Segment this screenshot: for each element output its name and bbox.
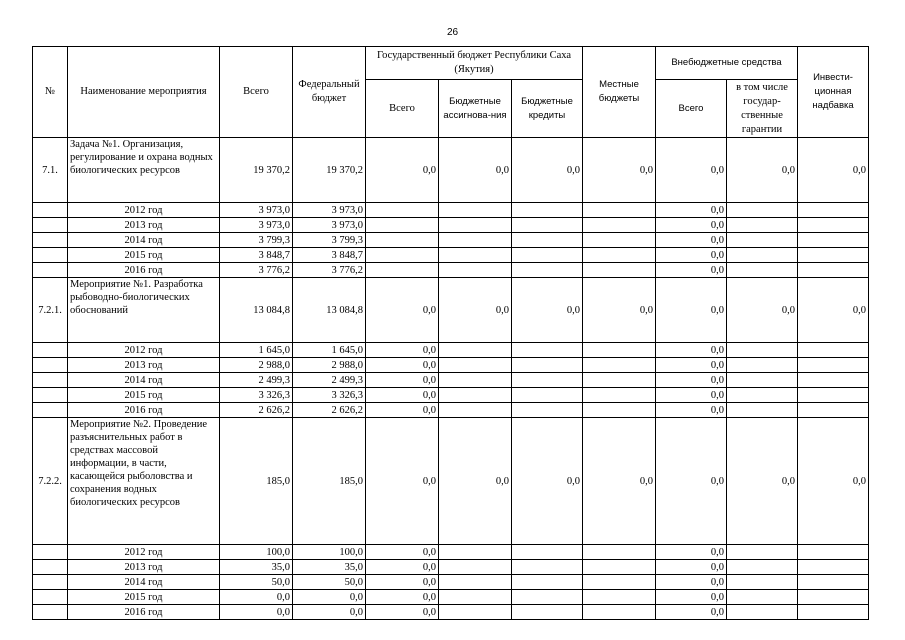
year-extra-total: 0,0	[656, 560, 727, 575]
cell-local: 0,0	[583, 418, 656, 545]
year-invest	[798, 233, 869, 248]
header-state-budget-group: Государственный бюджет Республики Саха (Якутия)	[366, 47, 583, 80]
year-row	[33, 203, 869, 218]
year-row	[33, 263, 869, 278]
year-invest	[798, 248, 869, 263]
year-label: 2012 год	[68, 203, 220, 218]
year-row-number	[33, 233, 68, 248]
row-number: 7.1.	[33, 138, 68, 203]
cell-federal: 185,0	[293, 418, 366, 545]
cell-extra-total: 0,0	[656, 278, 727, 343]
year-state-credit	[512, 373, 583, 388]
year-local	[583, 605, 656, 620]
cell-extra-guarantee: 0,0	[727, 138, 798, 203]
year-extra-total: 0,0	[656, 575, 727, 590]
cell-extra-total: 0,0	[656, 138, 727, 203]
year-label: 2015 год	[68, 388, 220, 403]
budget-table	[32, 46, 869, 620]
year-label: 2015 год	[68, 248, 220, 263]
year-total: 50,0	[220, 575, 293, 590]
year-state-total	[366, 233, 439, 248]
year-federal: 3 973,0	[293, 218, 366, 233]
year-row	[33, 233, 869, 248]
year-row	[33, 590, 869, 605]
year-state-credit	[512, 218, 583, 233]
year-state-total: 0,0	[366, 343, 439, 358]
year-extra-total: 0,0	[656, 233, 727, 248]
year-state-total: 0,0	[366, 560, 439, 575]
year-total: 0,0	[220, 605, 293, 620]
year-local	[583, 203, 656, 218]
header-extra-guarantee: в том числе государ-ственные гарантии	[727, 80, 798, 138]
year-row-number	[33, 218, 68, 233]
year-extra-total: 0,0	[656, 203, 727, 218]
year-row	[33, 248, 869, 263]
year-extra-guarantee	[727, 560, 798, 575]
year-state-total: 0,0	[366, 403, 439, 418]
year-local	[583, 560, 656, 575]
year-extra-total: 0,0	[656, 403, 727, 418]
year-state-assign	[439, 263, 512, 278]
row-name: Мероприятие №2. Проведение разъяснительных работ в средствах массовой информации, в части, касающейся рыболовства и сохранения водных биологических ресурсов	[68, 418, 220, 545]
year-federal: 3 848,7	[293, 248, 366, 263]
cell-federal: 13 084,8	[293, 278, 366, 343]
year-state-total	[366, 218, 439, 233]
year-extra-guarantee	[727, 590, 798, 605]
year-local	[583, 343, 656, 358]
year-extra-total: 0,0	[656, 263, 727, 278]
year-federal: 3 799,3	[293, 233, 366, 248]
year-state-assign	[439, 388, 512, 403]
row-name: Мероприятие №1. Разработка рыбоводно-биологических обоснований	[68, 278, 220, 343]
year-extra-guarantee	[727, 545, 798, 560]
year-state-credit	[512, 263, 583, 278]
year-invest	[798, 373, 869, 388]
year-federal: 2 499,3	[293, 373, 366, 388]
cell-total: 19 370,2	[220, 138, 293, 203]
year-state-total: 0,0	[366, 358, 439, 373]
header-federal: Федеральный бюджет	[293, 47, 366, 138]
year-extra-total: 0,0	[656, 605, 727, 620]
year-row-number	[33, 545, 68, 560]
year-extra-guarantee	[727, 233, 798, 248]
year-state-total: 0,0	[366, 388, 439, 403]
year-total: 2 499,3	[220, 373, 293, 388]
year-row-number	[33, 263, 68, 278]
section-row	[33, 138, 869, 203]
year-federal: 0,0	[293, 605, 366, 620]
year-local	[583, 373, 656, 388]
header-extra-total: Всего	[656, 80, 727, 138]
year-federal: 100,0	[293, 545, 366, 560]
header-total: Всего	[220, 47, 293, 138]
year-state-credit	[512, 358, 583, 373]
year-total: 35,0	[220, 560, 293, 575]
year-invest	[798, 575, 869, 590]
year-total: 2 626,2	[220, 403, 293, 418]
year-row	[33, 373, 869, 388]
year-state-credit	[512, 248, 583, 263]
year-local	[583, 263, 656, 278]
year-extra-guarantee	[727, 388, 798, 403]
cell-state-assign: 0,0	[439, 418, 512, 545]
year-label: 2016 год	[68, 403, 220, 418]
cell-total: 13 084,8	[220, 278, 293, 343]
cell-extra-total: 0,0	[656, 418, 727, 545]
cell-extra-guarantee: 0,0	[727, 278, 798, 343]
cell-extra-guarantee: 0,0	[727, 418, 798, 545]
year-invest	[798, 590, 869, 605]
year-federal: 50,0	[293, 575, 366, 590]
year-row	[33, 358, 869, 373]
year-total: 1 645,0	[220, 343, 293, 358]
cell-state-credit: 0,0	[512, 278, 583, 343]
year-label: 2016 год	[68, 605, 220, 620]
year-local	[583, 388, 656, 403]
year-extra-total: 0,0	[656, 373, 727, 388]
year-invest	[798, 343, 869, 358]
header-state-total: Всего	[366, 80, 439, 138]
year-total: 3 848,7	[220, 248, 293, 263]
year-federal: 1 645,0	[293, 343, 366, 358]
year-total: 3 973,0	[220, 203, 293, 218]
cell-state-assign: 0,0	[439, 278, 512, 343]
year-state-credit	[512, 203, 583, 218]
year-federal: 2 988,0	[293, 358, 366, 373]
year-invest	[798, 358, 869, 373]
year-extra-total: 0,0	[656, 545, 727, 560]
year-state-total: 0,0	[366, 373, 439, 388]
cell-invest: 0,0	[798, 278, 869, 343]
year-invest	[798, 403, 869, 418]
year-state-assign	[439, 605, 512, 620]
year-total: 3 326,3	[220, 388, 293, 403]
year-row	[33, 218, 869, 233]
year-extra-guarantee	[727, 403, 798, 418]
year-state-credit	[512, 545, 583, 560]
header-num: №	[33, 47, 68, 138]
cell-state-credit: 0,0	[512, 138, 583, 203]
cell-federal: 19 370,2	[293, 138, 366, 203]
cell-total: 185,0	[220, 418, 293, 545]
year-label: 2014 год	[68, 233, 220, 248]
year-extra-guarantee	[727, 358, 798, 373]
year-label: 2015 год	[68, 590, 220, 605]
year-total: 3 973,0	[220, 218, 293, 233]
year-local	[583, 575, 656, 590]
year-row-number	[33, 358, 68, 373]
year-extra-guarantee	[727, 248, 798, 263]
year-row-number	[33, 605, 68, 620]
year-local	[583, 218, 656, 233]
year-extra-total: 0,0	[656, 248, 727, 263]
year-extra-guarantee	[727, 203, 798, 218]
year-total: 2 988,0	[220, 358, 293, 373]
cell-invest: 0,0	[798, 418, 869, 545]
cell-state-credit: 0,0	[512, 418, 583, 545]
year-row-number	[33, 403, 68, 418]
table-header	[33, 47, 869, 138]
year-state-total	[366, 263, 439, 278]
year-state-assign	[439, 560, 512, 575]
year-state-credit	[512, 343, 583, 358]
year-local	[583, 590, 656, 605]
year-state-total: 0,0	[366, 590, 439, 605]
header-extra-budget-group: Внебюджетные средства	[656, 47, 798, 80]
year-invest	[798, 605, 869, 620]
year-local	[583, 545, 656, 560]
year-federal: 2 626,2	[293, 403, 366, 418]
cell-state-total: 0,0	[366, 278, 439, 343]
year-row-number	[33, 343, 68, 358]
year-total: 3 776,2	[220, 263, 293, 278]
year-row-number	[33, 575, 68, 590]
year-extra-guarantee	[727, 263, 798, 278]
year-state-assign	[439, 343, 512, 358]
year-federal: 3 776,2	[293, 263, 366, 278]
year-row	[33, 343, 869, 358]
year-state-credit	[512, 575, 583, 590]
year-extra-guarantee	[727, 605, 798, 620]
year-label: 2016 год	[68, 263, 220, 278]
header-name: Наименование мероприятия	[68, 47, 220, 138]
year-federal: 35,0	[293, 560, 366, 575]
header-state-assign: Бюджетные ассигнова-ния	[439, 80, 512, 138]
cell-local: 0,0	[583, 138, 656, 203]
year-row-number	[33, 248, 68, 263]
year-local	[583, 358, 656, 373]
year-state-assign	[439, 233, 512, 248]
year-state-credit	[512, 233, 583, 248]
year-federal: 3 973,0	[293, 203, 366, 218]
year-invest	[798, 218, 869, 233]
year-federal: 0,0	[293, 590, 366, 605]
row-number: 7.2.1.	[33, 278, 68, 343]
year-state-total	[366, 203, 439, 218]
year-label: 2014 год	[68, 575, 220, 590]
year-label: 2014 год	[68, 373, 220, 388]
year-state-total: 0,0	[366, 605, 439, 620]
section-row	[33, 278, 869, 343]
year-row-number	[33, 373, 68, 388]
year-local	[583, 248, 656, 263]
cell-state-total: 0,0	[366, 418, 439, 545]
year-local	[583, 403, 656, 418]
row-name: Задача №1. Организация, регулирование и охрана водных биологических ресурсов	[68, 138, 220, 203]
year-state-assign	[439, 203, 512, 218]
year-row-number	[33, 388, 68, 403]
cell-state-total: 0,0	[366, 138, 439, 203]
year-extra-total: 0,0	[656, 343, 727, 358]
year-row	[33, 388, 869, 403]
page-number: 26	[446, 27, 459, 38]
year-invest	[798, 263, 869, 278]
year-row-number	[33, 590, 68, 605]
table-body	[33, 138, 869, 620]
year-extra-total: 0,0	[656, 590, 727, 605]
year-state-assign	[439, 590, 512, 605]
year-invest	[798, 545, 869, 560]
year-extra-guarantee	[727, 575, 798, 590]
cell-state-assign: 0,0	[439, 138, 512, 203]
header-state-credit: Бюджетные кредиты	[512, 80, 583, 138]
year-state-assign	[439, 358, 512, 373]
year-total: 3 799,3	[220, 233, 293, 248]
year-row-number	[33, 560, 68, 575]
year-row	[33, 575, 869, 590]
year-row	[33, 605, 869, 620]
year-extra-guarantee	[727, 218, 798, 233]
year-label: 2013 год	[68, 358, 220, 373]
year-invest	[798, 560, 869, 575]
year-extra-guarantee	[727, 373, 798, 388]
year-row	[33, 560, 869, 575]
year-label: 2012 год	[68, 343, 220, 358]
year-row	[33, 403, 869, 418]
year-state-credit	[512, 590, 583, 605]
year-label: 2013 год	[68, 218, 220, 233]
year-state-assign	[439, 575, 512, 590]
year-invest	[798, 388, 869, 403]
year-state-credit	[512, 388, 583, 403]
year-state-total	[366, 248, 439, 263]
cell-invest: 0,0	[798, 138, 869, 203]
year-state-assign	[439, 248, 512, 263]
year-row-number	[33, 203, 68, 218]
cell-local: 0,0	[583, 278, 656, 343]
year-state-assign	[439, 373, 512, 388]
year-state-assign	[439, 218, 512, 233]
year-total: 0,0	[220, 590, 293, 605]
year-state-total: 0,0	[366, 545, 439, 560]
year-state-assign	[439, 545, 512, 560]
year-label: 2012 год	[68, 545, 220, 560]
year-extra-total: 0,0	[656, 388, 727, 403]
year-local	[583, 233, 656, 248]
year-state-credit	[512, 403, 583, 418]
year-state-assign	[439, 403, 512, 418]
row-number: 7.2.2.	[33, 418, 68, 545]
year-state-credit	[512, 560, 583, 575]
year-extra-total: 0,0	[656, 358, 727, 373]
year-federal: 3 326,3	[293, 388, 366, 403]
year-total: 100,0	[220, 545, 293, 560]
year-state-credit	[512, 605, 583, 620]
year-state-total: 0,0	[366, 575, 439, 590]
year-row	[33, 545, 869, 560]
year-extra-guarantee	[727, 343, 798, 358]
year-extra-total: 0,0	[656, 218, 727, 233]
year-invest	[798, 203, 869, 218]
header-invest: Инвести-ционная надбавка	[798, 47, 869, 138]
year-label: 2013 год	[68, 560, 220, 575]
header-local: Местные бюджеты	[583, 47, 656, 138]
section-row	[33, 418, 869, 545]
